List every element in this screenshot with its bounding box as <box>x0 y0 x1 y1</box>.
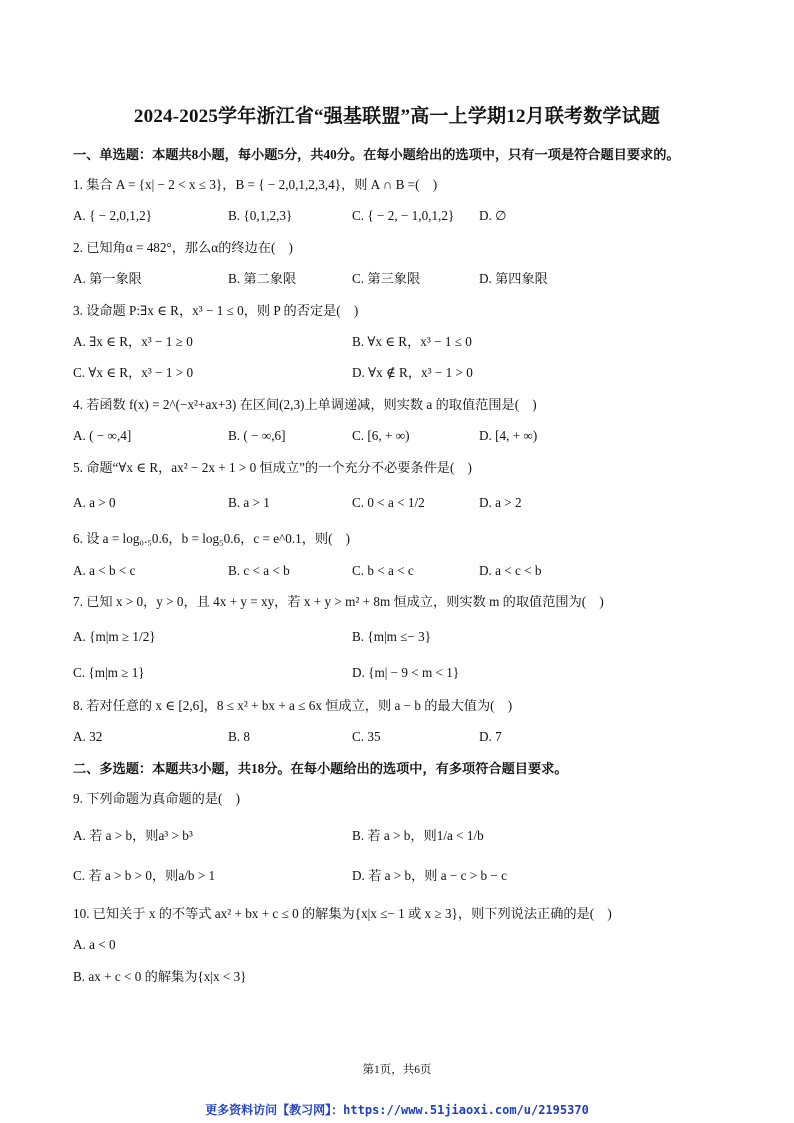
question-2-stem: 2. 已知角α = 482°，那么α的终边在( ) <box>73 240 293 255</box>
question-3-option-d: D. ∀x ∉ R，x³ − 1 > 0 <box>352 365 473 380</box>
question-5-option-d: D. a > 2 <box>479 495 522 510</box>
question-1-option-a: A. { − 2,0,1,2} <box>73 208 153 223</box>
question-6-stem: 6. 设 a = log₀.₅0.6，b = log₅0.6，c = e^0.1，则( ) <box>73 531 351 546</box>
question-4-option-b: B. ( − ∞,6] <box>228 428 286 443</box>
question-1-option-d: D. ∅ <box>479 208 507 223</box>
question-6-option-a: A. a < b < c <box>73 563 136 578</box>
question-5-option-c: C. 0 < a < 1/2 <box>352 495 425 510</box>
resource-link[interactable]: 更多资料访问【教习网】：https://www.51jiaoxi.com/u/2195370 <box>205 1103 589 1117</box>
question-10-stem: 10. 已知关于 x 的不等式 ax² + bx + c ≤ 0 的解集为{x|x ≤− 1 或 x ≥ 3}，则下列说法正确的是( ) <box>73 906 612 921</box>
question-7-stem: 7. 已知 x > 0，y > 0，且 4x + y = xy，若 x + y > m² + 8m 恒成立，则实数 m 的取值范围为( ) <box>73 594 604 609</box>
page-title: 2024-2025学年浙江省“强基联盟”高一上学期12月联考数学试题 <box>133 106 661 127</box>
question-2-option-a: A. 第一象限 <box>73 271 142 286</box>
question-9-option-b: B. 若 a > b，则1/a < 1/b <box>352 828 484 843</box>
question-7-option-a: A. {m|m ≥ 1/2} <box>73 629 156 644</box>
section-heading-single-choice: 一、单选题：本题共8小题，每小题5分，共40分。在每小题给出的选项中，只有一项是符合题目要求的。 <box>73 147 680 162</box>
question-7-option-b: B. {m|m ≤− 3} <box>352 629 432 644</box>
question-2-option-c: C. 第三象限 <box>352 271 421 286</box>
question-3-option-c: C. ∀x ∈ R，x³ − 1 > 0 <box>73 365 194 380</box>
question-1-option-c: C. { − 2, − 1,0,1,2} <box>352 208 455 223</box>
question-6-option-c: C. b < a < c <box>352 563 414 578</box>
question-7-option-c: C. {m|m ≥ 1} <box>73 665 145 680</box>
question-10-option-b: B. ax + c < 0 的解集为{x|x < 3} <box>73 969 247 984</box>
question-10-option-a: A. a < 0 <box>73 937 116 952</box>
question-5-stem: 5. 命题“∀x ∈ R，ax² − 2x + 1 > 0 恒成立”的一个充分不必要条件是( ) <box>73 460 472 475</box>
question-1-stem: 1. 集合 A = {x| − 2 < x ≤ 3}，B = { − 2,0,1,2,3,4}，则 A ∩ B =( ) <box>73 177 438 192</box>
question-3-option-b: B. ∀x ∈ R，x³ − 1 ≤ 0 <box>352 334 472 349</box>
question-2-option-b: B. 第二象限 <box>228 271 297 286</box>
page-number: 第1页，共6页 <box>362 1064 432 1076</box>
question-6-option-b: B. c < a < b <box>228 563 290 578</box>
question-8-option-a: A. 32 <box>73 729 103 744</box>
question-3-stem: 3. 设命题 P:∃x ∈ R，x³ − 1 ≤ 0，则 P 的否定是( ) <box>73 303 359 318</box>
question-9-stem: 9. 下列命题为真命题的是( ) <box>73 791 241 806</box>
question-9-option-d: D. 若 a > b，则 a − c > b − c <box>352 868 507 883</box>
section-heading-multi-choice: 二、多选题：本题共3小题，共18分。在每小题给出的选项中，有多项符合题目要求。 <box>73 761 568 776</box>
question-5-option-a: A. a > 0 <box>73 495 116 510</box>
question-4-option-d: D. [4, + ∞) <box>479 428 538 443</box>
question-4-option-c: C. [6, + ∞) <box>352 428 410 443</box>
question-4-stem: 4. 若函数 f(x) = 2^(−x²+ax+3) 在区间(2,3)上单调递减，则实数 a 的取值范围是( ) <box>73 397 537 412</box>
question-2-option-d: D. 第四象限 <box>479 271 548 286</box>
question-8-option-c: C. 35 <box>352 729 381 744</box>
question-8-option-d: D. 7 <box>479 729 502 744</box>
question-3-option-a: A. ∃x ∈ R，x³ − 1 ≥ 0 <box>73 334 193 349</box>
question-9-option-c: C. 若 a > b > 0，则a/b > 1 <box>73 868 216 883</box>
question-4-option-a: A. ( − ∞,4] <box>73 428 132 443</box>
question-6-option-d: D. a < c < b <box>479 563 542 578</box>
question-5-option-b: B. a > 1 <box>228 495 270 510</box>
question-7-option-d: D. {m| − 9 < m < 1} <box>352 665 460 680</box>
question-8-stem: 8. 若对任意的 x ∈ [2,6]，8 ≤ x² + bx + a ≤ 6x 恒成立，则 a − b 的最大值为( ) <box>73 698 513 713</box>
question-8-option-b: B. 8 <box>228 729 250 744</box>
question-1-option-b: B. {0,1,2,3} <box>228 208 293 223</box>
question-9-option-a: A. 若 a > b，则a³ > b³ <box>73 828 193 843</box>
